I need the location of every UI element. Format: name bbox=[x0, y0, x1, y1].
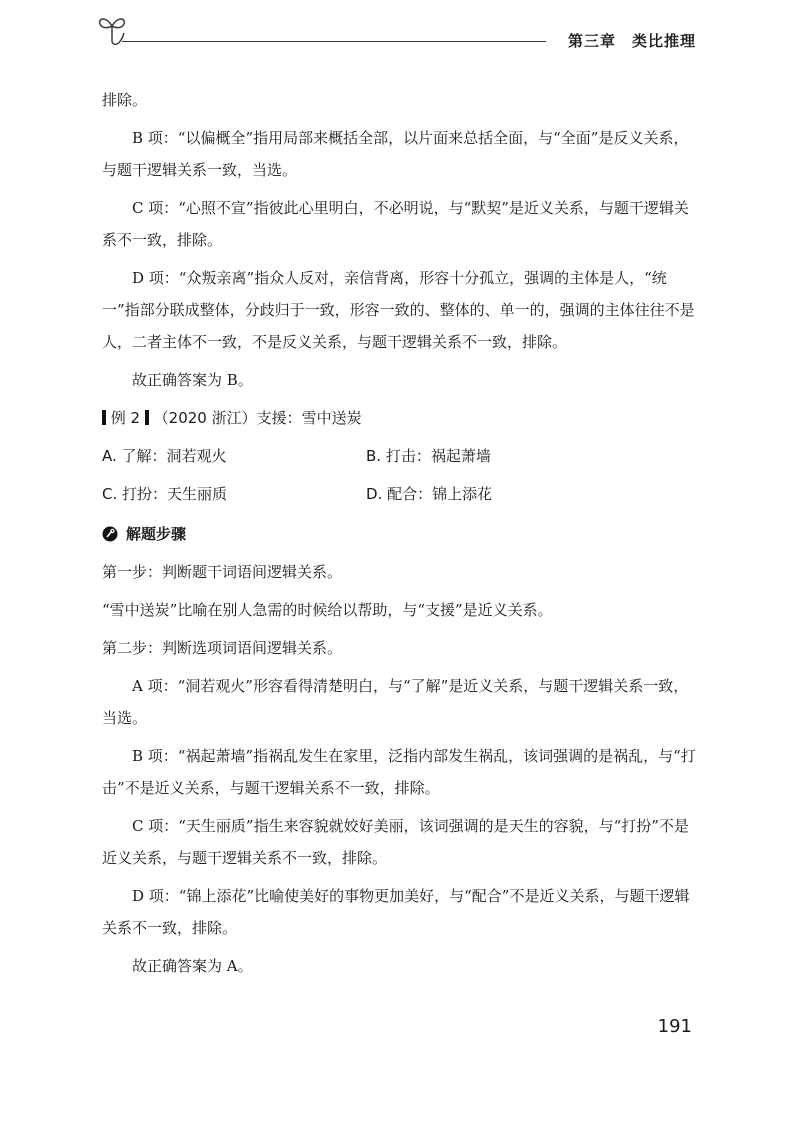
example-heading bbox=[102, 402, 702, 434]
page-content bbox=[102, 84, 702, 988]
options bbox=[102, 440, 702, 516]
paragraph: 排除。 bbox=[102, 91, 148, 109]
example-bar-right bbox=[145, 410, 149, 425]
example-label: 例 2 bbox=[110, 409, 141, 427]
steps-heading bbox=[102, 518, 702, 550]
header-rule bbox=[122, 41, 546, 42]
analysis-a: A 项：“洞若观火”形容看得清楚明白，与“了解”是近义关系，与题干逻辑关系一致，当选。 bbox=[102, 677, 689, 727]
option-d: D. 配合：锦上添花 bbox=[366, 485, 493, 503]
example-bar-left bbox=[102, 410, 106, 425]
analysis-d: D 项：“锦上添花”比喻使美好的事物更加美好，与“配合”不是近义关系，与题干逻辑关系不一致，排除。 bbox=[102, 887, 690, 937]
answer: 故正确答案为 A。 bbox=[132, 957, 253, 975]
option-b: B. 打击：祸起萧墙 bbox=[366, 447, 491, 465]
analysis-b: B 项：“祸起萧墙”指祸乱发生在家里，泛指内部发生祸乱，该词强调的是祸乱，与“打击”不是近义关系，与题干逻辑关系不一致，排除。 bbox=[102, 747, 696, 797]
steps-icon bbox=[102, 526, 118, 542]
paragraph: C 项：“心照不宣”指彼此心里明白，不必明说，与“默契”是近义关系，与题干逻辑关系不一致，排除。 bbox=[102, 199, 689, 249]
paragraph: B 项：“以偏概全”指用局部来概括全部，以片面来总括全面，与“全面”是反义关系，与题干逻辑关系一致，当选。 bbox=[102, 129, 689, 179]
stem-analysis: “雪中送炭”比喻在别人急需的时候给以帮助，与“支援”是近义关系。 bbox=[102, 601, 553, 619]
chapter-title: 第三章 类比推理 bbox=[567, 32, 696, 50]
option-a: A. 了解：洞若观火 bbox=[102, 447, 227, 465]
example-question: （2020 浙江）支援：雪中送炭 bbox=[153, 409, 362, 427]
analysis-c: C 项：“天生丽质”指生来容貌就姣好美丽，该词强调的是天生的容貌，与“打扮”不是近义关系，与题干逻辑关系不一致，排除。 bbox=[102, 817, 689, 867]
option-c: C. 打扮：天生丽质 bbox=[102, 485, 228, 503]
page-number: 191 bbox=[657, 1016, 692, 1037]
step-one: 第一步：判断题干词语间逻辑关系。 bbox=[102, 563, 343, 581]
page-header bbox=[96, 10, 696, 50]
steps-title: 解题步骤 bbox=[126, 525, 187, 543]
paragraph: D 项：“众叛亲离”指众人反对，亲信背离，形容十分孤立，强调的主体是人，“统一”指部分联成整体，分歧归于一致，形容一致的、整体的、单一的，强调的主体往往不是人，二者主体不一致，不是反义关系，与题干逻辑关系不一致，排除。 bbox=[102, 269, 695, 351]
step-two: 第二步：判断选项词语间逻辑关系。 bbox=[102, 639, 343, 657]
paragraph: 故正确答案为 B。 bbox=[132, 371, 253, 389]
